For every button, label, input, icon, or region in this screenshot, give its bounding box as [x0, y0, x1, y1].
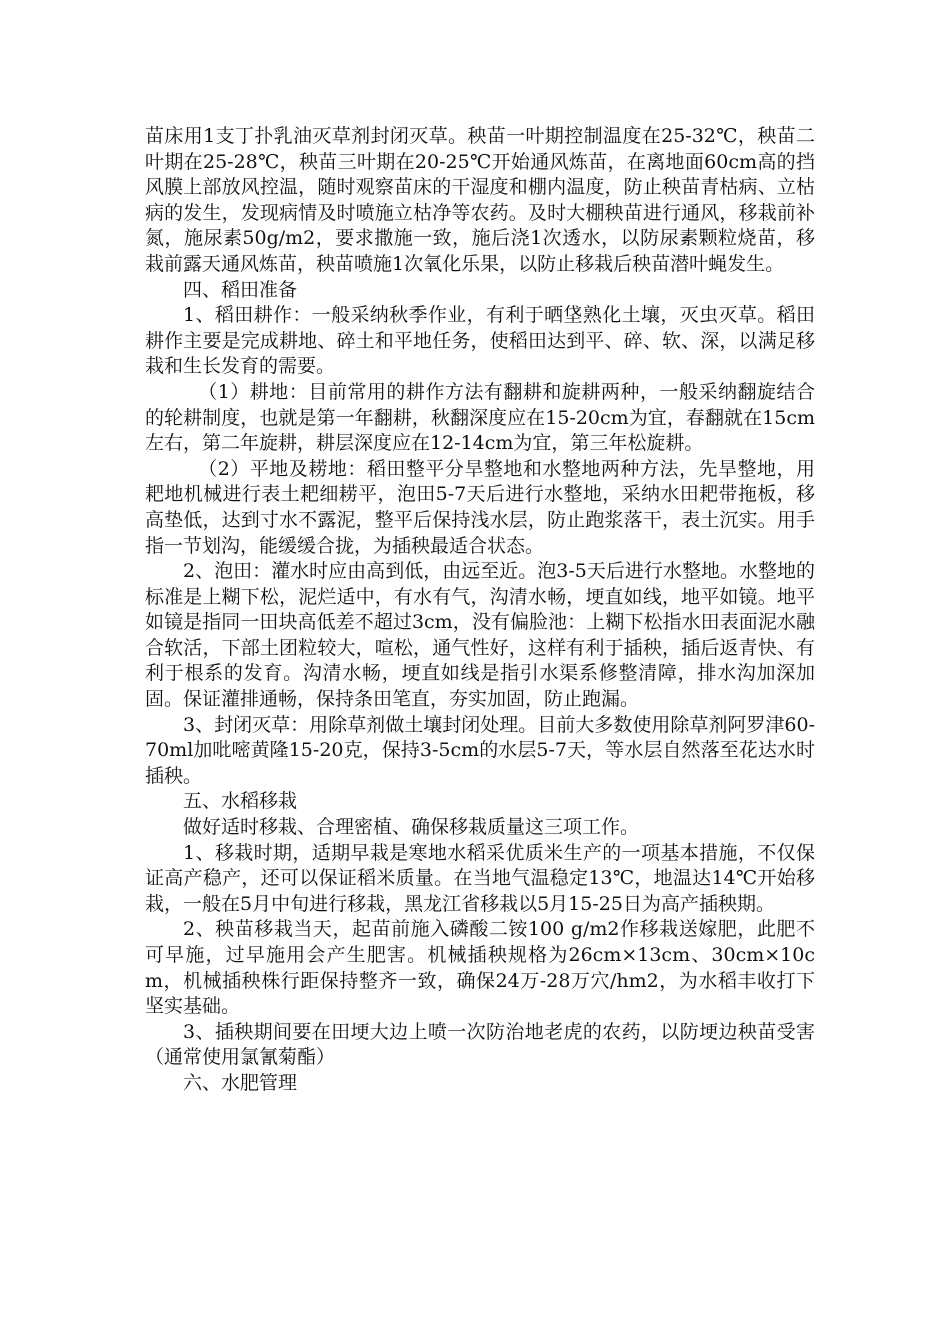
- paragraph-leveling: （2）平地及耢地：稻田整平分旱整地和水整地两种方法，先旱整地，用耙地机械进行表土耙细耢平，泡田5-7天后进行水整地，采纳水田耙带拖板，移高垫低，达到寸水不露泥，整平后保持浅水层，防止跑浆落干，表土沉实。用手指一节划沟，能缓缓合拢，为插秧最适合状态。: [145, 457, 815, 557]
- paragraph-transplant-timing: 1、移栽时期，适期早栽是寒地水稻采优质米生产的一项基本措施，不仅保证高产稳产，还可以保证稻米质量。在当地气温稳定13℃，地温达14℃开始移栽，一般在5月中旬进行移栽，黑龙江省移栽以5月15-25日为高产插秧期。: [145, 841, 815, 915]
- paragraph-transplant-day: 2、秧苗移栽当天，起苗前施入磷酸二铵100 g/m2作移栽送嫁肥，此肥不可早施，过早施用会产生肥害。机械插秧规格为26cm×13cm、30cm×10cm，机械插秧株行距保持整齐一致，确保24万-28万穴/hm2，为水稻丰收打下坚实基础。: [145, 918, 815, 1018]
- paragraph-soaking: 2、泡田：灌水时应由高到低，由远至近。泡3-5天后进行水整地。水整地的标准是上糊下松，泥烂适中，有水有气，沟清水畅，埂直如线，地平如镜。地平如镜是指同一田块高低差不超过3cm，没有偏脸池：上糊下松指水田表面泥水融合软活，下部土团粒较大，喧松，通气性好，这样有利于插秧，插后返青快、有利于根系的发育。沟清水畅，埂直如线是指引水渠系修整清障，排水沟加深加固。保证灌排通畅，保持条田笔直，夯实加固，防止跑漏。: [145, 560, 815, 711]
- paragraph-transplant-overview: 做好适时移栽、合理密植、确保移栽质量这三项工作。: [183, 816, 640, 839]
- paragraph-seedling-management: 苗床用1支丁扑乳油灭草剂封闭灭草。秧苗一叶期控制温度在25-32℃，秧苗二叶期在25-28℃，秧苗三叶期在20-25℃开始通风炼苗，在离地面60cm高的挡风膜上部放风控温，随时观察苗床的干湿度和棚内温度，防止秧苗青枯病、立枯病的发生，发现病情及时喷施立枯净等农药。及时大棚秧苗进行通风，移栽前补氮，施尿素50g/m2，要求撒施一致，施后浇1次透水，以防尿素颗粒烧苗，移栽前露天通风炼苗，秧苗喷施1次氧化乐果，以防止移栽后秧苗潜叶蝇发生。: [145, 125, 815, 275]
- section-heading-field-preparation: 四、稻田准备: [183, 278, 298, 301]
- paragraph-pest-control: 3、插秧期间要在田埂大边上喷一次防治地老虎的农药，以防埂边秧苗受害（通常使用氯氰菊酯）: [145, 1020, 815, 1069]
- section-heading-water-fertilizer: 六、水肥管理: [183, 1071, 298, 1094]
- paragraph-plowing: （1）耕地：目前常用的耕作方法有翻耕和旋耕两种，一般采纳翻旋结合的轮耕制度，也就是第一年翻耕，秋翻深度应在15-20cm为宜，春翻就在15cm左右，第二年旋耕，耕层深度应在12-14cm为宜，第三年松旋耕。: [145, 380, 815, 455]
- section-heading-transplanting: 五、水稻移栽: [183, 790, 298, 813]
- document-body: [145, 124, 815, 1097]
- paragraph-weed-sealing: 3、封闭灭草：用除草剂做土壤封闭处理。目前大多数使用除草剂阿罗津60-70ml加吡嘧黄隆15-20克，保持3-5cm的水层5-7天，等水层自然落至花达水时插秧。: [145, 713, 815, 787]
- paragraph-field-tillage: 1、稻田耕作：一般采纳秋季作业，有利于晒垡熟化土壤，灭虫灭草。稻田耕作主要是完成耕地、碎土和平地任务，使稻田达到平、碎、软、深，以满足移栽和生长发育的需要。: [145, 304, 815, 378]
